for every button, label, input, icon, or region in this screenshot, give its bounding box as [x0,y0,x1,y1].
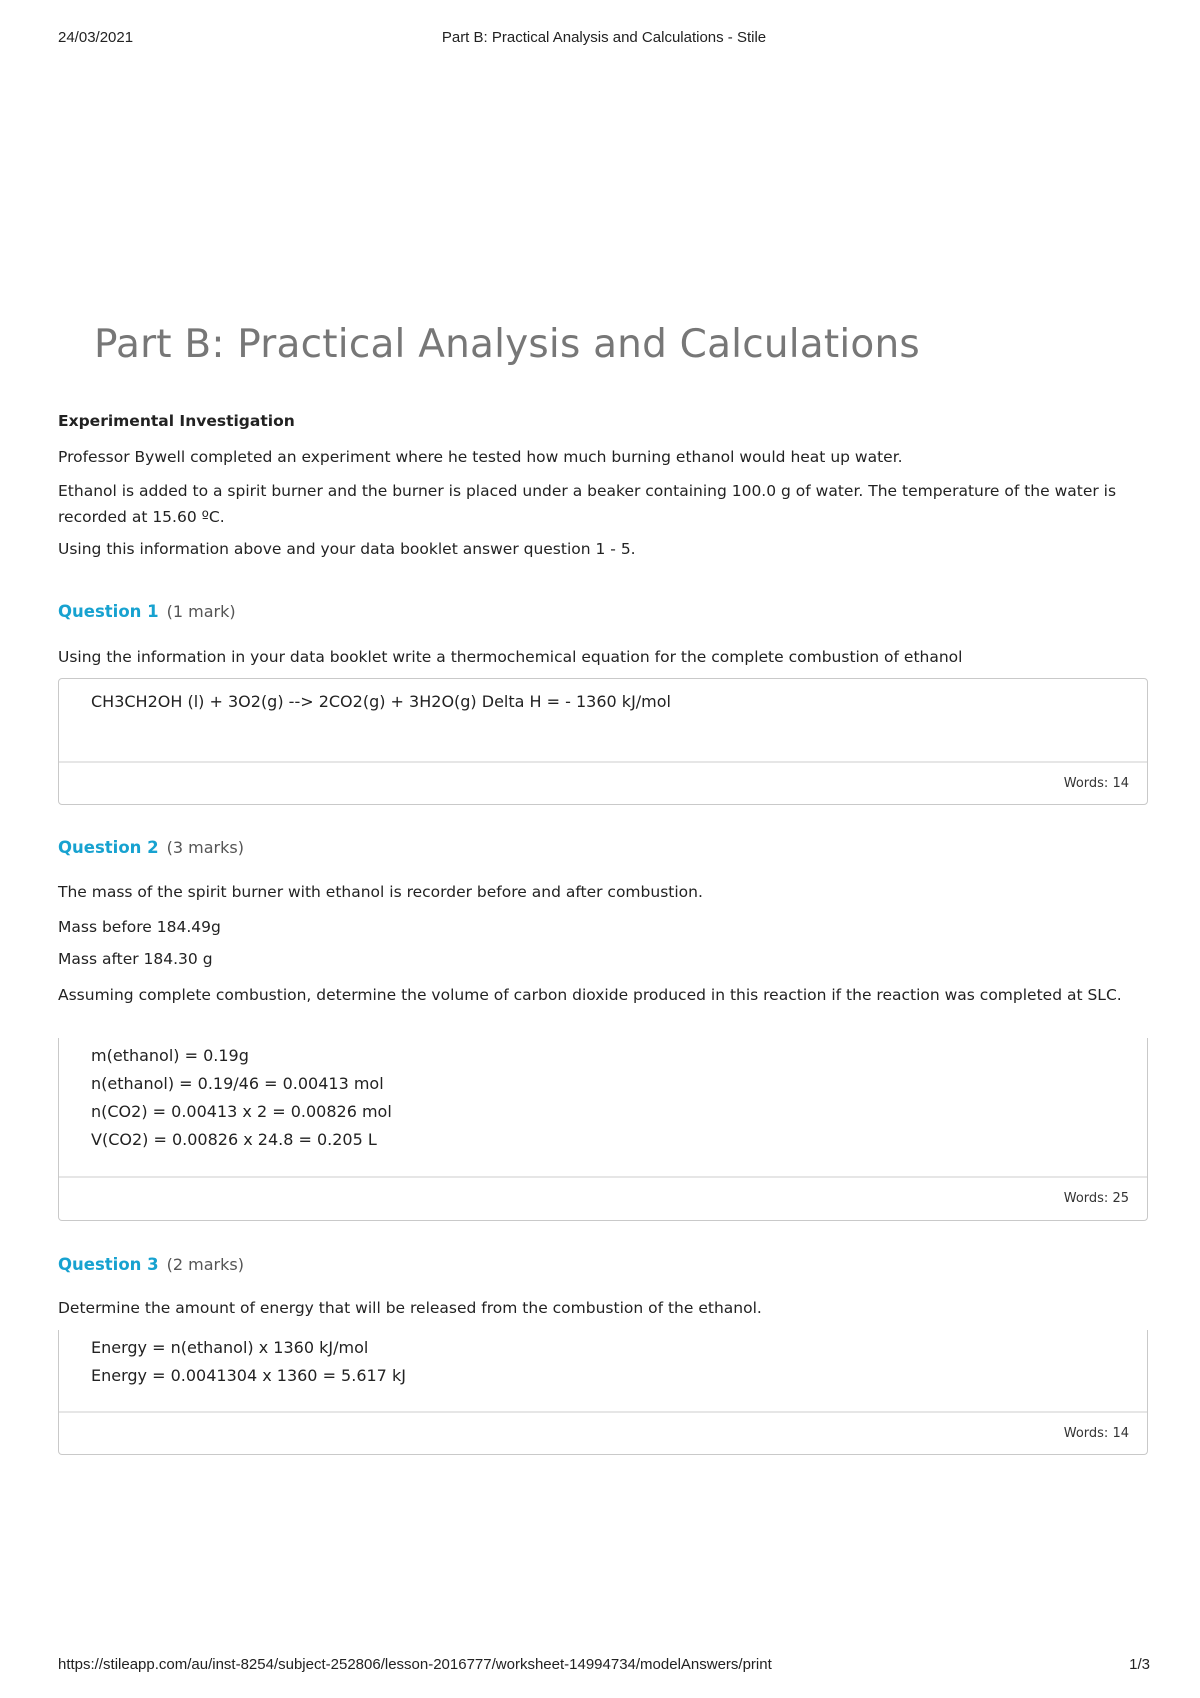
question-1-heading [58,602,236,621]
question-2-heading [58,838,244,857]
question-2-word-count: Words: 25 [1063,1191,1129,1206]
answer-divider [59,761,1147,763]
question-2-label: Question 2 [58,838,159,857]
answer-line: Energy = n(ethanol) x 1360 kJ/mol [91,1338,369,1357]
answer-line: Energy = 0.0041304 x 1360 = 5.617 kJ [91,1366,406,1385]
question-3-word-count: Words: 14 [1063,1426,1129,1441]
intro-paragraph-2: Ethanol is added to a spirit burner and the burner is placed under a beaker containing 100.0 g of water. The temperature of the water is recorded at 15.60 ºC. [58,482,1117,526]
answer-line: n(CO2) = 0.00413 x 2 = 0.00826 mol [91,1102,392,1121]
question-3-answer-box[interactable] [58,1330,1148,1455]
question-2-mass-after: Mass after 184.30 g [58,950,213,968]
print-url[interactable]: https://stileapp.com/au/inst-8254/subject-252806/lesson-2016777/worksheet-14994734/modelAnswers/print [58,1656,772,1673]
question-1-word-count: Words: 14 [1063,776,1129,791]
answer-line: V(CO2) = 0.00826 x 24.8 = 0.205 L [91,1130,377,1149]
question-2-mass-before: Mass before 184.49g [58,918,221,936]
answer-line: CH3CH2OH (l) + 3O2(g) --> 2CO2(g) + 3H2O(g) Delta H = - 1360 kJ/mol [91,692,671,711]
question-2-answer-box[interactable] [58,1038,1148,1221]
print-date: 24/03/2021 [58,29,134,46]
question-2-prompt-2: Assuming complete combustion, determine the volume of carbon dioxide produced in this reaction if the reaction was completed at SLC. [58,986,1122,1004]
intro-paragraph-1: Professor Bywell completed an experiment where he tested how much burning ethanol would heat up water. [58,448,903,466]
question-1-label: Question 1 [58,602,159,621]
question-1-answer-box[interactable] [58,678,1148,805]
question-3-answer-text [91,1334,1127,1390]
answer-divider [59,1411,1147,1413]
print-page-number: 1/3 [1129,1656,1150,1673]
section-heading: Experimental Investigation [58,412,295,430]
question-3-heading [58,1255,244,1274]
answer-line: m(ethanol) = 0.19g [91,1046,249,1065]
question-3-label: Question 3 [58,1255,159,1274]
question-2-answer-text [91,1042,1127,1154]
answer-divider [59,1176,1147,1178]
question-3-prompt: Determine the amount of energy that will be released from the combustion of the ethanol. [58,1299,762,1317]
answer-line: n(ethanol) = 0.19/46 = 0.00413 mol [91,1074,384,1093]
print-page-title: Part B: Practical Analysis and Calculations - Stile [441,29,767,46]
question-1-marks: (1 mark) [166,602,236,621]
question-1-prompt: Using the information in your data booklet write a thermochemical equation for the complete combustion of ethanol [58,648,963,666]
question-2-prompt: The mass of the spirit burner with ethanol is recorder before and after combustion. [58,883,703,901]
intro-paragraph-3: Using this information above and your data booklet answer question 1 - 5. [58,540,636,558]
question-3-marks: (2 marks) [166,1255,244,1274]
question-2-marks: (3 marks) [166,838,244,857]
question-1-answer-text [91,687,1127,717]
page-title: Part B: Practical Analysis and Calculations [94,322,920,367]
